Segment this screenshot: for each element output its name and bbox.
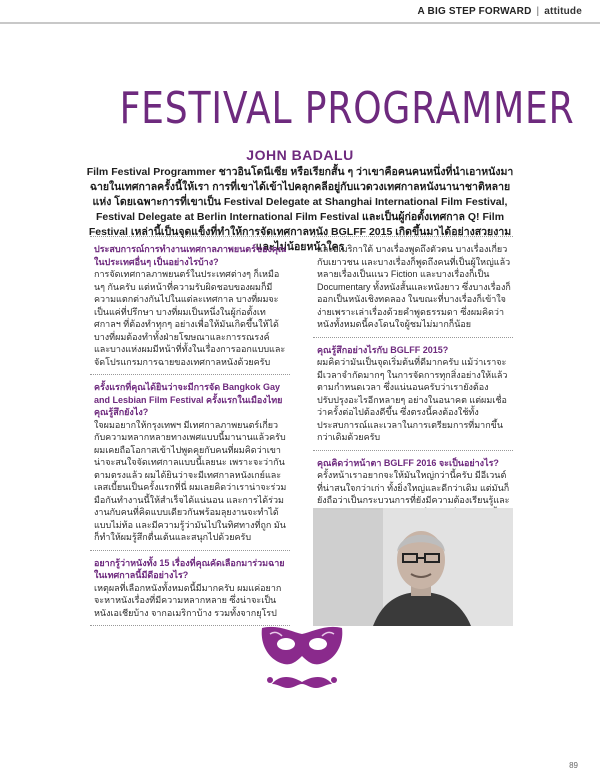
logo-mask: [256, 622, 348, 702]
section-kicker: A BIG STEP FORWARD: [417, 6, 532, 17]
mask-mustache-icon: [256, 622, 348, 702]
question: อยากรู้ว่าหนังทั้ง 15 เรื่องที่คุณคัดเลือกมาร่วมฉายในเทศกาลนี้มีดีอย่างไร?: [94, 557, 285, 580]
qa-block: [313, 338, 513, 451]
answer: ผมคิดว่ามันเป็นจุดเริ่มต้นที่ดีมากครับ แม้ว่าเราจะมีเวลาจำกัดมากๆ ในการจัดการทุกสิ่งอย่างให้แล้วตามกำหนดเวลา ซึ่งแน่นอนครับว่าเรายังต้องปรับปรุงอะไรอีกหลายๆ อย่างในอนาคต แต่ผมเชื่อว่าครั้งต่อไปต้องดีขึ้น ซึ่งตรงนี้คงต้องใช้ทั้งประสบการณ์และเวลาในการเตรียมการที่มากขึ้นกว่าเดิมด้วยครับ: [317, 357, 508, 442]
qa-block: [90, 375, 290, 551]
right-column: [313, 236, 513, 526]
left-column: [90, 236, 290, 626]
qa-block: [313, 236, 513, 338]
question: ครั้งแรกที่คุณได้ยินว่าจะมีการจัด Bangkok Gay and Lesbian Film Festival ครั้งแรกในเมืองไทย คุณรู้สึกยังไง?: [94, 382, 283, 417]
article-author: JOHN BADALU: [246, 147, 354, 163]
page-number: 89: [569, 761, 578, 770]
answer-continued: และอเมริกาใต้ บางเรื่องพูดถึงตัวตน บางเรื่องเกี่ยวกับเยาวชน และบางเรื่องก็พูดถึงคนที่เป็นผู้ใหญ่แล้ว หลายเรื่องเป็นแนว Fiction และบางเรื่องก็เป็น Documentary ทั้งหนังสั้นและหนังยาว ซึ่งบางเรื่องก็ออกเป็นหนังเชิงทดลอง ในขณะที่บางเรื่องก็เข้าใจง่ายเพราะเล่าเรื่องด้วยคำพูดธรรมดา ซึ่งผมคิดว่าหนังทั้งหมดนี้คงโดนใจผู้ชมไม่มากก็น้อย: [317, 244, 511, 329]
question: คุณคิดว่าหน้าตา BGLFF 2016 จะเป็นอย่างไร?: [317, 457, 499, 468]
portrait-illustration: [313, 508, 513, 626]
question: คุณรู้สึกอย่างไรกับ BGLFF 2015?: [317, 344, 449, 355]
section-header: [418, 6, 582, 17]
answer: การจัดเทศกาลภาพยนตร์ในประเทศต่างๆ ก็เหมือนๆ กันครับ แต่หน้าที่ความรับผิดชอบของผมก็มีความแตกต่างกันไปในแต่ละเทศกาล บางที่ผมจะเป็นแค่ที่ปรึกษา บางที่ผมเป็นหนึ่งในผู้ก่อตั้งเทศกาลฯ ที่ต้องทำทุกๆ อย่างเพื่อให้มันเกิดขึ้นให้ได้ บางที่ผมต้องทำทั้งฝ่ายโฆษณาและการรณรงค์ และบางแห่งผมมีหน้าที่ทั้งในเรื่องการออกแบบและจัดโปรแกรมการฉายของเทศกาลหนังด้วยครับ: [94, 269, 286, 367]
article-title: FESTIVAL PROGRAMMER: [119, 83, 575, 134]
qa-block: [90, 551, 290, 627]
article-intro: Film Festival Programmer ชาวอินโดนีเซีย หรือเรียกสั้น ๆ ว่าเขาคือคนคนหนึ่งที่นำเอาหนังมาฉายในเทศกาลครั้งนี้ให้เรา การที่เขาได้เข้าไปคลุกคลีอยู่กับแวดวงเทศกาลหนังนานาชาติหลายแห่ง โดยเฉพาะการที่เขาเป็น Festival Delegate at Shanghai International Film Festival, Festival Delegate at Berlin International Film Festival และเป็นผู้ก่อตั้งเทศกาล Q! Film Festival เหล่านี้เป็นจุดแข็งที่ทำให้การจัดเทศกาลหนัง BGLFF 2015 เกิดขึ้นมาได้อย่างสวยงามและไม่น้อยหน้าใคร: [86, 166, 514, 253]
header-rule: [0, 22, 600, 24]
portrait-photo: [313, 508, 513, 626]
qa-block: [90, 236, 290, 375]
answer: ครั้งหน้าเราอยากจะให้มันใหญ่กว่านี้ครับ มีอีเวนต์ที่น่าสนใจกว่าเก่า ทั้งยิ่งใหญ่และดีกว่าเดิม แต่มันก็ยังถือว่าเป็นกระบวนการที่ยังมีความต้องเรียนรู้และ: [317, 470, 510, 505]
question: ประสบการณ์การทำงานเทศกาลภาพยนตร์ของคุณในประเทศอื่นๆ เป็นอย่างไรบ้าง?: [94, 244, 287, 267]
answer: เหตุผลที่เลือกหนังทั้งหมดนี้มีมากครับ ผมแค่อยากจะหาหนังเรื่องที่มีความหลากหลาย ซึ่งน่าจะเป็นหนังเอเชียบ้าง จากอเมริกาบ้าง รวมทั้งจากยุโรป: [94, 582, 282, 618]
header-separator: |: [536, 6, 540, 17]
answer: ใจผมอยากให้กรุงเทพฯ มีเทศกาลภาพยนตร์เกี่ยวกับความหลากหลายทางเพศแบบนี้มานานแล้วครับ ผมเคยถือโอกาสเข้าไปพูดคุยกับคนที่ผมคิดว่าเขาน่าจะสนใจจัดเทศกาลแบบนี้เลยนะ เพราะจะว่ากันตามตรงแล้ว ผมได้ยินว่าจะมีเทศกาลหนังเกย์และเลสเบี้ยนเป็นครั้งแรกที่นี่ ผมเลยคิดว่าเราน่าจะร่วมมือกันทำงานนี้ให้สำเร็จได้แน่นอน และการได้ร่วมงานกับคนที่คิดแบบเดียวกันพร้อมลุยงานจะทำได้แบบไม่ท้อ และมีความรู้ว่ามันไปในทิศทางที่ถูก มันก็ทำให้ผมรู้สึกตื่นเต้นและสนุกไปด้วยครับ: [94, 419, 287, 542]
section-name: attitude: [544, 6, 582, 17]
